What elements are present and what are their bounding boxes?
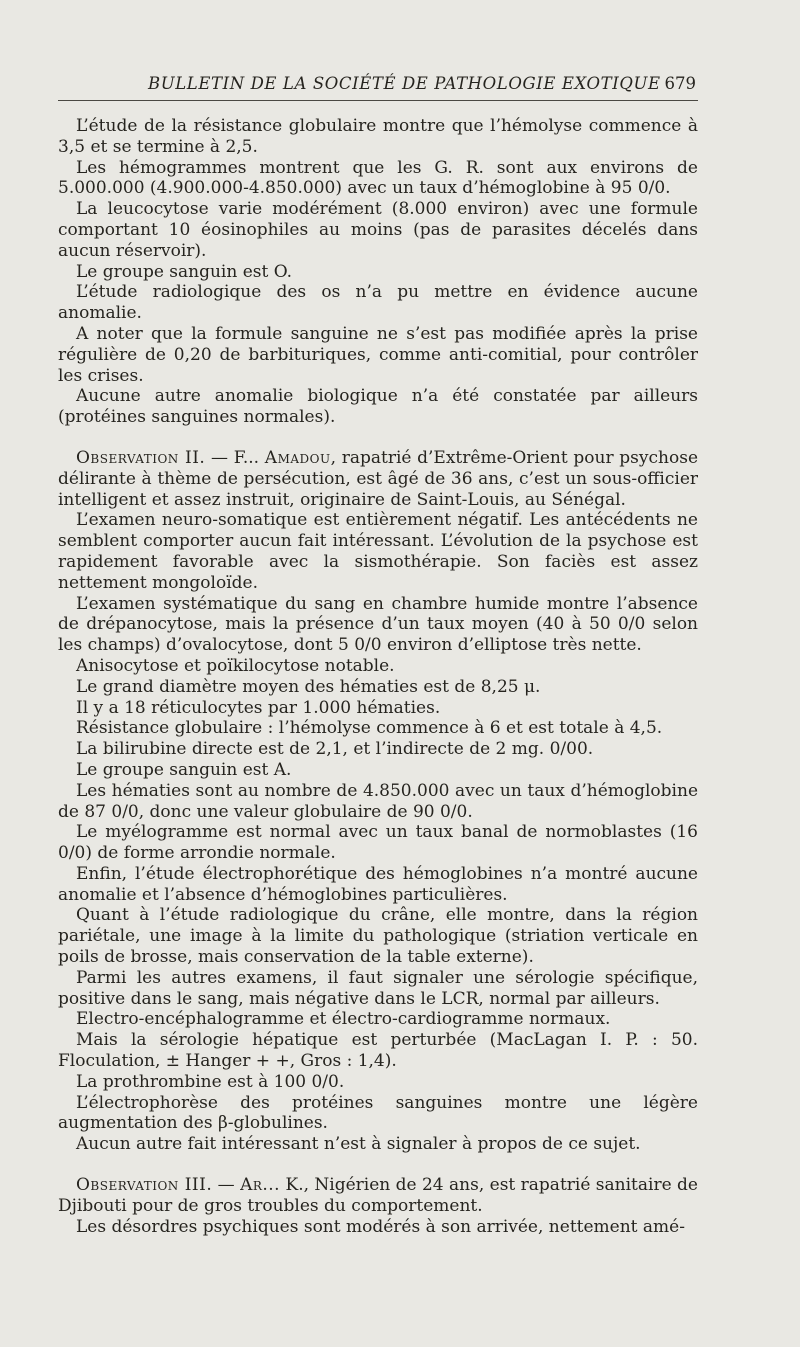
observation-2-label: Observation II. xyxy=(76,447,206,468)
paragraph: Il y a 18 réticulocytes par 1.000 hématies. xyxy=(76,697,441,718)
paragraph: Parmi les autres examens, il faut signaler une sérologie spécifique, positive dans le sang, mais négative dans le LCR, normal par ailleurs. xyxy=(58,967,698,1009)
observation-2-paragraph xyxy=(58,448,698,510)
paragraph: Le grand diamètre moyen des hématies est de 8,25 μ. xyxy=(76,676,541,697)
observation-2-name: Amadou xyxy=(264,447,331,468)
observation-3-dash: — xyxy=(212,1175,241,1196)
paragraph: L’examen neuro-somatique est entièrement négatif. Les antécédents ne semblent comporter aucun fait intéressant. L’évolution de la psychose est rapidement favorable avec la sismothérapie. Son faciès est assez nettement mongoloïde. xyxy=(58,510,698,593)
paragraph: La bilirubine directe est de 2,1, et l’indirecte de 2 mg. 0/00. xyxy=(76,739,594,760)
paragraph: La prothrombine est à 100 0/0. xyxy=(76,1071,345,1092)
paragraph: Aucune autre anomalie biologique n’a été constatée par ailleurs (protéines sanguines normales). xyxy=(58,386,698,428)
paragraph: Aucun autre fait intéressant n’est à signaler à propos de ce sujet. xyxy=(76,1134,641,1155)
paragraph: Electro-encéphalogramme et électro-cardiogramme normaux. xyxy=(76,1009,611,1030)
observation-2-dash: — F... xyxy=(205,447,265,468)
paragraph: Le myélogramme est normal avec un taux banal de normoblastes (16 0/0) de forme arrondie normale. xyxy=(58,822,698,864)
paragraph: Mais la sérologie hépatique est perturbée (MacLagan I. P. : 50. Floculation, ± Hanger + +, Gros : 1,4). xyxy=(58,1030,698,1072)
observation-2-text: , rapatrié d’Extrême-Orient pour psychose délirante à thème de persécution, est âgé de 36 ans, c’est un sous-officier intelligent et assez instruit, originaire de Saint-Louis, au Sénégal. xyxy=(58,447,699,510)
paragraph: Le groupe sanguin est A. xyxy=(76,759,292,780)
paragraph: L’étude radiologique des os n’a pu mettre en évidence aucune anomalie. xyxy=(58,282,698,324)
paragraph: Les désordres psychiques sont modérés à son arrivée, nettement amé- xyxy=(76,1216,685,1237)
observation-3-paragraph xyxy=(58,1175,698,1217)
paragraph: L’examen systématique du sang en chambre humide montre l’absence de drépanocytose, mais la présence d’un taux moyen (40 à 50 0/0 selon les champs) d’ovalocytose, dont 5 0/0 environ d’elliptose très nette. xyxy=(58,593,698,656)
paragraph: La leucocytose varie modérément (8.000 environ) avec une formule comportant 10 éosinophiles au moins (pas de parasites décelés dans aucun réservoir). xyxy=(58,199,698,261)
paragraph: Les hématies sont au nombre de 4.850.000 avec un taux d’hémoglobine de 87 0/0, donc une valeur globulaire de 90 0/0. xyxy=(58,780,698,822)
paragraph: A noter que la formule sanguine ne s’est pas modifiée après la prise régulière de 0,20 de barbituriques, comme anti-comitial, pour contrôler les crises. xyxy=(58,323,698,386)
running-header xyxy=(58,72,698,101)
paragraph: Résistance globulaire : l’hémolyse commence à 6 et est totale à 4,5. xyxy=(76,718,663,739)
observation-3-label: Observation III. xyxy=(76,1175,213,1196)
page-number: 679 xyxy=(664,74,696,93)
paragraph: Anisocytose et poïkilocytose notable. xyxy=(76,655,395,676)
paragraph: Le groupe sanguin est O. xyxy=(76,261,293,282)
paragraph: Les hémogrammes montrent que les G. R. sont aux environs de 5.000.000 (4.900.000-4.850.000) avec un taux d’hémoglobine à 95 0/0. xyxy=(58,157,698,199)
observation-3-name: Ar... xyxy=(240,1175,281,1196)
observation-3-text: K., Nigérien de 24 ans, est rapatrié sanitaire de Djibouti pour de gros troubles du comportement. xyxy=(58,1175,698,1216)
paragraph: L’électrophorèse des protéines sanguines montre une légère augmentation des β-globulines. xyxy=(58,1092,698,1134)
article-body xyxy=(58,116,698,1237)
paragraph: Enfin, l’étude électrophorétique des hémoglobines n’a montré aucune anomalie et l’absence d’hémoglobines particulières. xyxy=(58,863,698,905)
paragraph: L’étude de la résistance globulaire montre que l’hémolyse commence à 3,5 et se termine à 2,5. xyxy=(58,116,698,157)
journal-title: BULLETIN DE LA SOCIÉTÉ DE PATHOLOGIE EXOTIQUE xyxy=(148,74,661,93)
paragraph: Quant à l’étude radiologique du crâne, elle montre, dans la région pariétale, une image à la limite du pathologique (striation verticale en poils de brosse, mais conservation de la table externe). xyxy=(58,905,698,968)
